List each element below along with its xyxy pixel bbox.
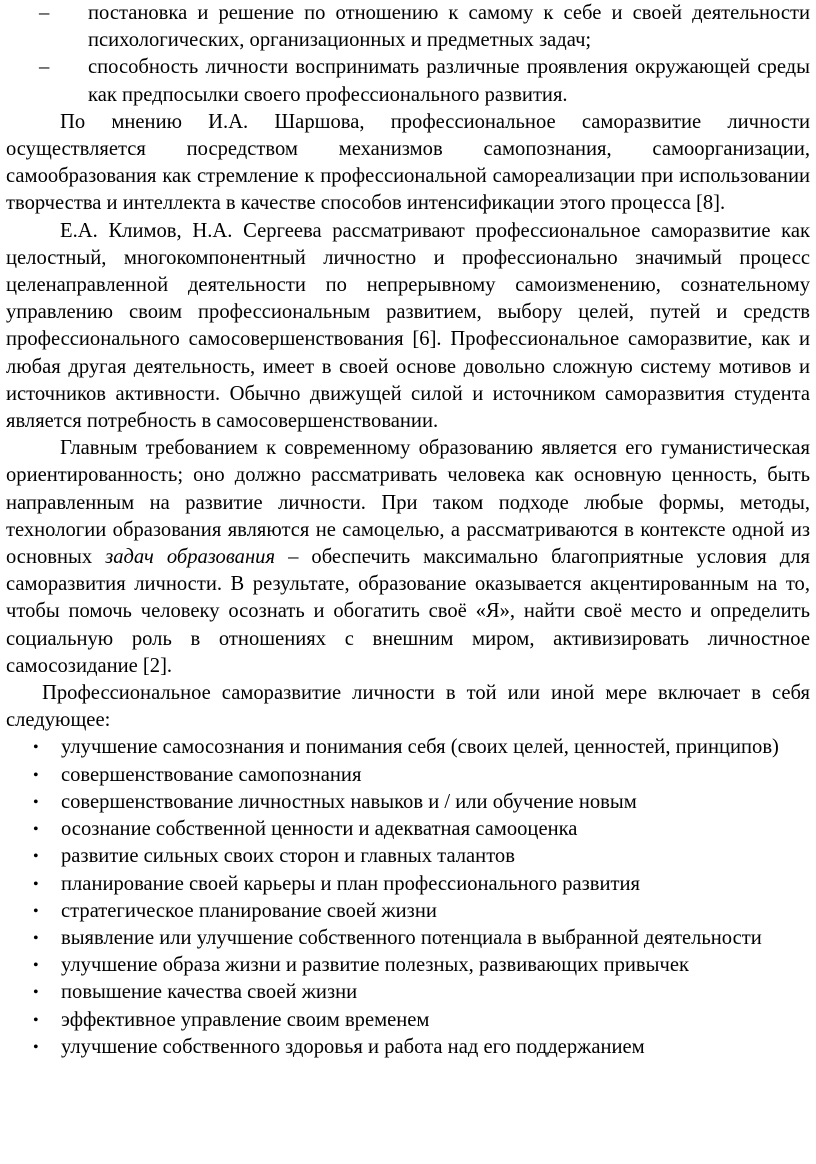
paragraph-text-part: – обеспечить максимально благоприятные условия для саморазвития личности. В результате, образование оказывается акцентированным на то, чтобы помочь человеку осознать и обогатить своё «Я», найти своё место и определить социальную роль в отношениях с внешним миром, активизировать личностное самосозидание [2]. [6,546,811,677]
list-item [6,734,810,761]
dash-marker: – [39,56,50,79]
bullet-marker: • [33,929,39,947]
list-item [6,1007,810,1034]
intro-dash-list [6,0,810,109]
list-item [6,54,810,108]
list-item [6,925,810,952]
paragraph-text-part: Главным требованием к современному образованию является его гуманистическая ориентированность; оно должно рассматривать человека как основную ценность, быть направленным на развитие личности. При таком подходе любые формы, методы, технологии образования являются не самоцелью, а рассматриваются в контексте одной из основных [6,437,810,569]
bullet-marker: • [33,766,39,784]
list-item [6,843,810,870]
list-item-text: улучшение собственного здоровья и работа над его поддержанием [61,1035,645,1058]
list-item-text: выявление или улучшение собственного потенциала в выбранной деятельности [61,926,762,949]
paragraph-klimov: Е.А. Климов, Н.А. Сергеева рассматривают профессиональное саморазвитие как целостный, многокомпонентный личностно и профессионально значимый процесс целенаправленной деятельности по непрерывному самоизменению, сознательному управлению своим профессиональным развитием, выбору целей, путей и средств профессионального самосовершенствования [6]. Профессиональное саморазвитие, как и любая другая деятельность, имеет в своей основе довольно сложную систему мотивов и источников активности. Обычно движущей силой и источником саморазвития студента является потребность в самосовершенствовании. [6,219,810,433]
list-item-text: способность личности воспринимать различные проявления окружающей среды как предпосылки своего профессионального развития. [88,56,810,106]
list-item-text: совершенствование личностных навыков и / или обучение новым [61,790,637,813]
list-item [6,898,810,925]
list-item [6,762,810,789]
list-item [6,0,810,54]
self-development-bullet-list [6,734,810,1060]
bullet-marker: • [33,957,39,975]
list-item [6,1034,810,1061]
list-item-text: постановка и решение по отношению к самому к себе и своей деятельности психологических, организационных и предметных задач; [88,2,810,52]
list-item-text: развитие сильных своих сторон и главных талантов [61,845,515,868]
list-item-text: эффективное управление своим временем [61,1008,430,1031]
list-item-text: улучшение образа жизни и развитие полезных, развивающих привычек [61,954,689,977]
bullet-marker: • [33,875,39,893]
list-item-text: планирование своей карьеры и план профессионального развития [61,872,641,895]
list-item [6,952,810,979]
bullet-marker: • [33,793,39,811]
list-item [6,816,810,843]
paragraph-includes: Профессиональное саморазвитие личности в той или иной мере включает в себя следующее: [6,682,810,732]
list-item-text: повышение качества своей жизни [61,981,358,1004]
list-item [6,979,810,1006]
paragraph-sharshov: По мнению И.А. Шаршова, профессиональное саморазвитие личности осуществляется посредством механизмов самопознания, самоорганизации, самообразования как стремление к профессиональной самореализации при использовании творчества и интеллекта в качестве способов интенсификации этого процесса [8]. [6,110,810,215]
list-item [6,871,810,898]
bullet-marker: • [33,739,39,757]
list-item [6,789,810,816]
list-item-text: осознание собственной ценности и адекватная самооценка [61,818,578,841]
dash-marker: – [39,2,50,24]
list-item-text: улучшение самосознания и понимания себя (своих целей, ценностей, принципов) [61,736,779,759]
bullet-marker: • [33,902,39,920]
list-item-text: стратегическое планирование своей жизни [61,899,437,922]
bullet-marker: • [33,1038,39,1056]
paragraph-education [6,435,810,680]
bullet-marker: • [33,1011,39,1029]
list-item-text: совершенствование самопознания [61,763,362,786]
bullet-marker: • [33,821,39,839]
bullet-marker: • [33,848,39,866]
bullet-marker: • [33,984,39,1002]
italic-term: задач образования [105,546,276,569]
